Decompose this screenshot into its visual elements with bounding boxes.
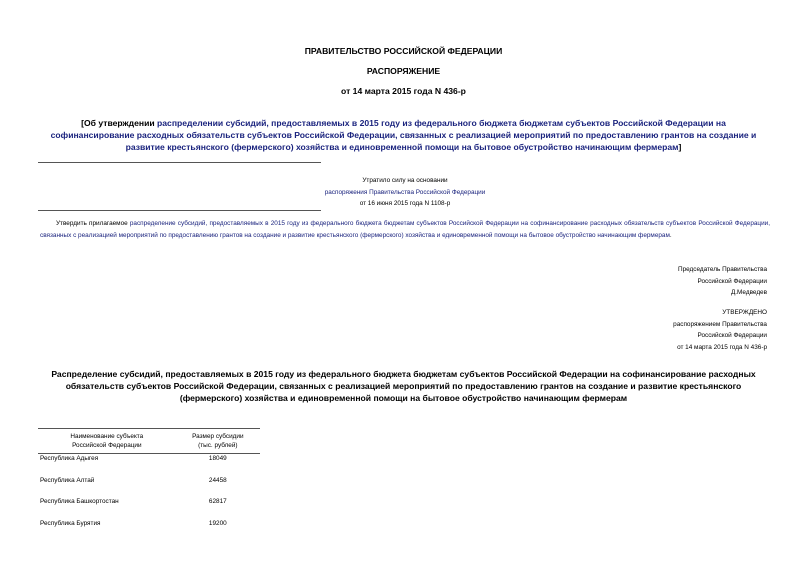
table-row	[38, 454, 260, 476]
signature-line3: Д.Медведев	[730, 289, 767, 296]
annulled-line3: от 16 июня 2015 года N 1108-р	[359, 200, 451, 207]
table-header-row	[38, 429, 260, 454]
column-header-region-line1: Наименование субъекта	[70, 433, 144, 440]
table-row	[38, 476, 260, 498]
distribution-title: Распределение субсидий, предоставляемых в 2015 году из федерального бюджета бюджетам субъектов Российской Федерации на софинансирование расходных обязательств субъектов Российской Федерации, связанных с реализацией мероприятий по предоставлению грантов на создание и развитие крестьянского (фермерского) хозяйства и единовременной помощи на бытовое обустройство начинающим фермерам	[51, 369, 756, 403]
signature-block	[507, 264, 767, 299]
region-cell: Республика Бурятия	[40, 519, 101, 527]
region-cell: Республика Адыгея	[40, 455, 99, 462]
separator-bottom	[38, 210, 321, 211]
amount-cell: 19200	[208, 519, 227, 527]
separator-top	[38, 162, 321, 163]
body-link[interactable]: распределение субсидий, предоставляемых в 2015 году из федерального бюджета бюджетам субъектов Российской Федерации на софинансирование расходных обязательств субъектов Российской Федерации, связанных с реализацией мероприятий по предоставлению грантов на создание и развитие крестьянского (фермерского) хозяйства и единовременной помощи на бытовое обустройство начинающим фермерам	[40, 220, 771, 239]
annulled-line1: Утратило силу на основании	[362, 177, 448, 184]
annulled-note	[300, 175, 510, 210]
table-row	[38, 519, 260, 541]
amount-cell: 18049	[208, 455, 227, 462]
column-header-region-line2: Российской Федерации	[72, 442, 142, 449]
signature-line1: Председатель Правительства	[678, 266, 767, 273]
doc-date-number: от 14 марта 2015 года N 436-р	[341, 86, 466, 96]
body-paragraph	[40, 218, 770, 241]
amount-cell: 62817	[208, 498, 227, 505]
column-header-amount-line1: Размер субсидии	[192, 433, 244, 440]
document-title	[40, 117, 767, 153]
title-link[interactable]: распределении субсидий, предоставляемых в 2015 году из федерального бюджета бюджетам субъектов Российской Федерации на софинансирование расходных обязательств субъектов Российской Федерации, связанных с реализацией мероприятий по предоставлению грантов на создание и развитие крестьянского (фермерского) хозяйства и единовременной помощи на бытовое обустройство начинающим фермерам	[50, 118, 757, 152]
column-header-region	[38, 429, 176, 454]
approved-line4: от 14 марта 2015 года N 436-р	[677, 343, 767, 351]
body-suffix: .	[669, 231, 672, 239]
region-cell: Республика Алтай	[40, 476, 95, 484]
column-header-amount-line2: (тыс. рублей)	[198, 442, 238, 449]
approved-line2: распоряжением Правительства	[673, 320, 767, 328]
approved-line3: Российской Федерации	[697, 332, 767, 339]
table-row	[38, 497, 260, 519]
title-open-bracket: [Об утверждении	[81, 118, 158, 128]
approved-block	[507, 307, 767, 353]
signature-line2: Российской Федерации	[697, 277, 767, 285]
column-header-amount	[176, 429, 260, 454]
body-prefix: Утвердить прилагаемое	[56, 220, 130, 227]
title-close-bracket: ]	[678, 142, 682, 152]
annulled-link[interactable]: распоряжения Правительства Российской Федерации	[324, 188, 486, 196]
doc-type-heading: РАСПОРЯЖЕНИЕ	[366, 66, 441, 76]
subsidy-table	[38, 428, 260, 540]
approved-line1: УТВЕРЖДЕНО	[722, 309, 767, 316]
region-cell: Республика Башкортостан	[40, 498, 119, 505]
amount-cell: 24458	[208, 476, 227, 484]
government-heading: ПРАВИТЕЛЬСТВО РОССИЙСКОЙ ФЕДЕРАЦИИ	[304, 46, 503, 56]
